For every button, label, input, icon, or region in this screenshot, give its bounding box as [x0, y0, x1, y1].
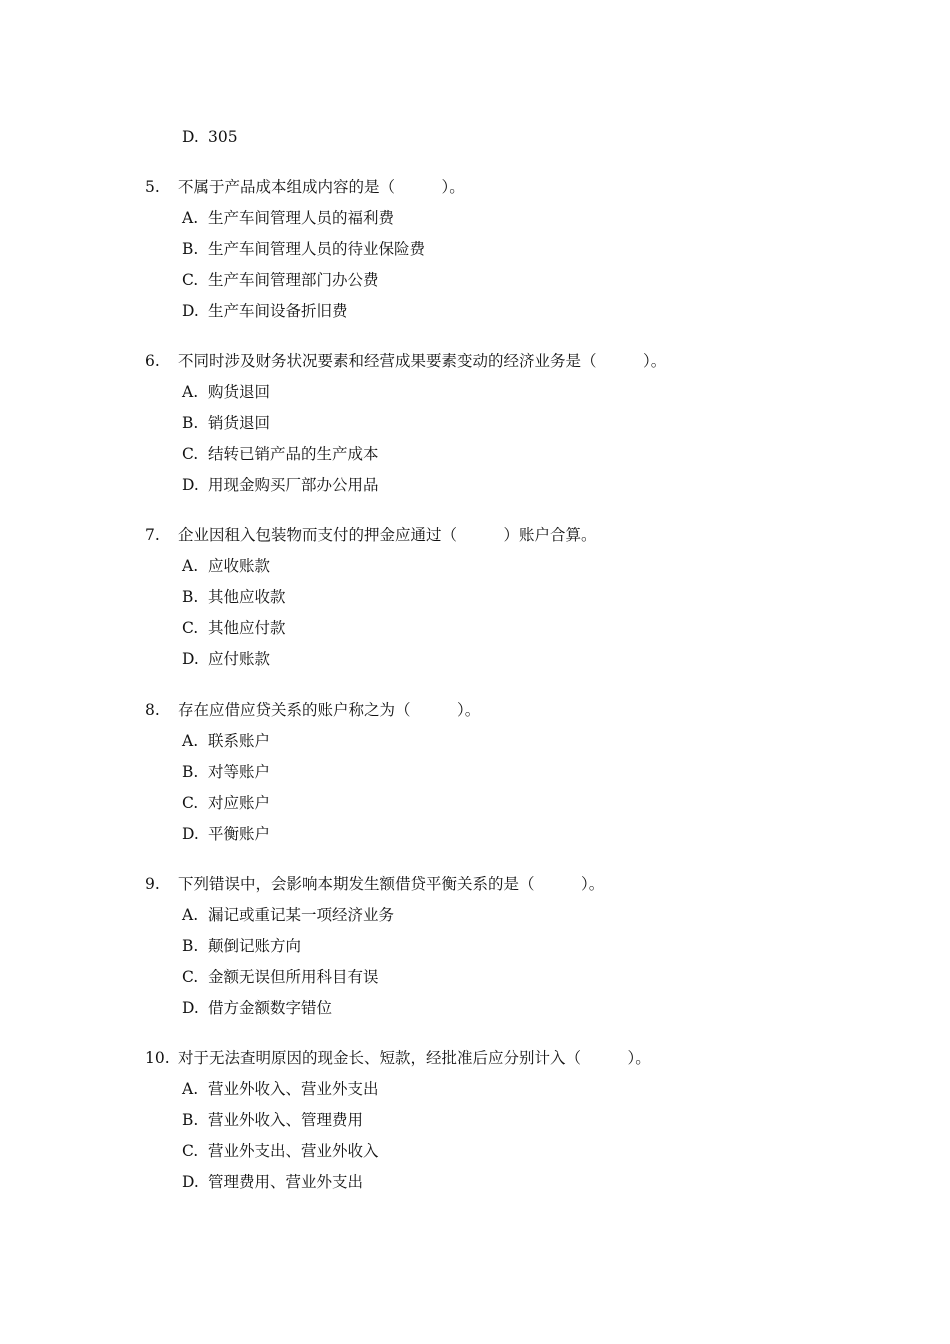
question-number: 9.	[145, 875, 160, 893]
option-text: 其他应收款	[208, 588, 286, 606]
option-letter: B.	[182, 588, 199, 606]
option-letter: B.	[182, 240, 199, 258]
option-text: 应收账款	[208, 557, 271, 575]
option-text: 漏记或重记某一项经济业务	[208, 906, 395, 924]
option-text: 颠倒记账方向	[208, 937, 302, 955]
option-text: 用现金购买厂部办公用品	[208, 476, 379, 494]
option-text: 生产车间设备折旧费	[208, 302, 348, 320]
option-text: 生产车间管理人员的福利费	[208, 209, 395, 227]
option-letter: B.	[182, 763, 199, 781]
option-text: 营业外收入、营业外支出	[208, 1080, 379, 1098]
question-text: 对于无法查明原因的现金长、短款，经批准后应分别计入（ ）。	[178, 1049, 651, 1067]
question-text: 不同时涉及财务状况要素和经营成果要素变动的经济业务是（ ）。	[178, 352, 667, 370]
option-letter: A.	[182, 1080, 199, 1098]
question-text: 不属于产品成本组成内容的是（ ）。	[178, 178, 465, 196]
option-text: 其他应付款	[208, 619, 286, 637]
option-text: 305	[208, 128, 238, 146]
question-number: 6.	[145, 352, 160, 370]
option-letter: C.	[182, 968, 199, 986]
option-letter: C.	[182, 271, 199, 289]
option-letter: B.	[182, 1111, 199, 1129]
option-letter: C.	[182, 794, 199, 812]
option-text: 借方金额数字错位	[208, 999, 333, 1017]
option-text: 营业外收入、管理费用	[208, 1111, 364, 1129]
option-text: 联系账户	[208, 732, 271, 750]
question-number: 5.	[145, 178, 160, 196]
option-letter: D.	[182, 128, 199, 146]
option-letter: C.	[182, 445, 199, 463]
option-text: 营业外支出、营业外收入	[208, 1142, 379, 1160]
option-letter: A.	[182, 557, 199, 575]
option-text: 应付账款	[208, 650, 271, 668]
option-letter: C.	[182, 619, 199, 637]
question-number: 7.	[145, 526, 160, 544]
option-text: 对应账户	[208, 794, 271, 812]
option-letter: A.	[182, 383, 199, 401]
option-text: 生产车间管理部门办公费	[208, 271, 379, 289]
option-letter: B.	[182, 937, 199, 955]
question-text: 企业因租入包装物而支付的押金应通过（ ）账户合算。	[178, 526, 597, 544]
option-letter: D.	[182, 650, 199, 668]
option-text: 平衡账户	[208, 825, 271, 843]
option-letter: C.	[182, 1142, 199, 1160]
option-letter: A.	[182, 906, 199, 924]
option-text: 销货退回	[208, 414, 271, 432]
option-text: 金额无误但所用科目有误	[208, 968, 379, 986]
option-letter: D.	[182, 302, 199, 320]
option-letter: A.	[182, 732, 199, 750]
option-text: 结转已销产品的生产成本	[208, 445, 379, 463]
question-number: 10.	[145, 1049, 170, 1067]
question-text: 下列错误中，会影响本期发生额借贷平衡关系的是（ ）。	[178, 875, 605, 893]
option-letter: D.	[182, 999, 199, 1017]
option-text: 管理费用、营业外支出	[208, 1173, 364, 1191]
option-text: 对等账户	[208, 763, 271, 781]
question-text: 存在应借应贷关系的账户称之为（ ）。	[178, 701, 481, 719]
option-letter: A.	[182, 209, 199, 227]
option-text: 生产车间管理人员的待业保险费	[208, 240, 426, 258]
option-text: 购货退回	[208, 383, 271, 401]
option-letter: D.	[182, 476, 199, 494]
option-letter: B.	[182, 414, 199, 432]
option-letter: D.	[182, 825, 199, 843]
option-letter: D.	[182, 1173, 199, 1191]
question-number: 8.	[145, 701, 160, 719]
